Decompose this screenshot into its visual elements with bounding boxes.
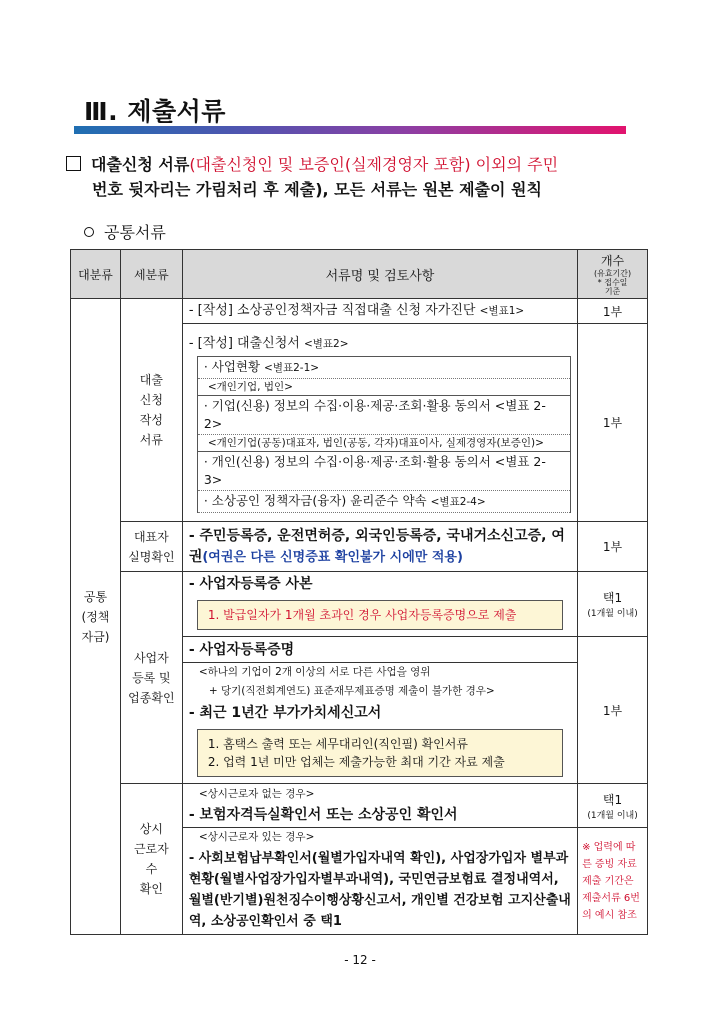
biz-item2-cell: - 사업자등록증명	[182, 637, 577, 663]
section-label: 공통서류	[104, 223, 166, 242]
biz-item3-box: 1. 홈택스 출력 또는 세무대리인(직인필) 확인서류 2. 업력 1년 미만 업체는 제출가능한 최대 기간 자료 제출	[197, 729, 563, 777]
loan-subnote: <개인기업(공동)대표자, 법인(공동, 각자)대표이사, 실제경영자(보증인)>	[198, 435, 570, 452]
notice-text	[66, 152, 666, 202]
header-minor: 세분류	[120, 250, 182, 299]
loan-count: 1부	[578, 324, 648, 522]
biz-item1-cell: - 사업자등록증 사본 1. 발급일자가 1개월 초과인 경우 사업자등록증명으로 제출	[182, 572, 577, 637]
loan-item1-cell: - [작성] 소상공인정책자금 직접대출 신청 자가진단 <별표1>	[182, 299, 577, 324]
emp-item2-cell: <상시근로자 있는 경우> - 사회보험납부확인서(월별가입자내역 확인), 사업장가입자 별부과현황(월별사업장가입자별부과내역), 국민연금보험료 결정내역서, 월별(반기별)원천징수이행상황신고서, 개인별 건강보험 고지산출내역, 소상공인확인서 중 택1	[182, 828, 577, 935]
square-bullet-icon	[66, 156, 81, 171]
biz-item3-cell: <하나의 기업이 2개 이상의 서로 다른 사업을 영위 + 당기(직전회계연도) 표준재무제표증명 제출이 불가한 경우> - 최근 1년간 부가가치세신고서 1. 홈택스 출력 또는 세무대리인(직인필) 확인서류 2. 업력 1년 미만 업체는 제출가능한 최대 기간 자료 제출	[182, 663, 577, 784]
loan-item1-count: 1부	[578, 299, 648, 324]
biz-item1-box: 1. 발급일자가 1개월 초과인 경우 사업자등록증명으로 제출	[197, 600, 563, 630]
loan-subitem: · 개인(신용) 정보의 수집·이용·제공·조회·활용 동의서 <별표 2-3>	[198, 452, 570, 491]
rep-doc-cell: - 주민등록증, 운전면허증, 외국인등록증, 국내거소신고증, 여권(여권은 다른 신명증표 확인불가 시에만 적용)	[182, 522, 577, 572]
page-number: - 12 -	[344, 953, 376, 967]
emp-item1-cell: <상시근로자 없는 경우> - 보험자격득실확인서 또는 소상공인 확인서	[182, 784, 577, 828]
loan-subitems-box	[197, 356, 571, 513]
loan-subitem: · 기업(신용) 정보의 수집·이용·제공·조회·활용 동의서 <별표 2-2>	[198, 396, 570, 435]
emp-category-cell: 상시 근로자 수 확인	[120, 784, 182, 935]
notice-prefix: 대출신청 서류	[91, 155, 190, 174]
page-title: Ⅲ. 제출서류	[84, 97, 226, 126]
biz-category-cell: 사업자 등록 및 업종확인	[120, 572, 182, 784]
biz-item2-count: 1부	[578, 637, 648, 784]
header-count: 개수 (유효기간) * 접수일 기준	[578, 250, 648, 299]
circle-bullet-icon	[84, 227, 94, 237]
major-category-cell: 공통 (정책 자금)	[71, 299, 121, 935]
emp-count2: ※ 업력에 따른 증빙 자료 제출 기간은 제출서류 6번의 예시 참조	[578, 828, 648, 935]
documents-table	[70, 249, 648, 935]
rep-category-cell: 대표자 실명확인	[120, 522, 182, 572]
header-major: 대분류	[71, 250, 121, 299]
emp-count1: 택1 (1개월 이내)	[578, 784, 648, 828]
rep-count: 1부	[578, 522, 648, 572]
loan-subitem: · 사업현황 <별표2-1>	[198, 357, 570, 379]
biz-item1-count: 택1 (1개월 이내)	[578, 572, 648, 637]
section-heading	[84, 220, 166, 243]
header-docs: 서류명 및 검토사항	[182, 250, 577, 299]
loan-subnote: <개인기업, 법인>	[198, 379, 570, 396]
title-gradient-bar	[74, 126, 626, 134]
notice-paren: (대출신청인 및 보증인(실제경영자 포함) 이외의 주민	[189, 155, 559, 174]
loan-category-cell: 대출 신청 작성 서류	[120, 299, 182, 522]
loan-item2-cell: - [작성] 대출신청서 <별표2> · 사업현황 <별표2-1> <개인기업, 법인> · 기업(신용) 정보의 수집·이용·제공·조회·활용 동의서 <별표 2-2> <개인기업(공동)대표자, 법인(공동, 각자)대표이사, 실제경영자(보증인)> · 개인(신용) 정보의 수집·이용·제공·조회·활용 동의서 <별표 2-3> · 소상공인 정책자금(융자) 윤리준수 약속 <별표2-4>	[182, 324, 577, 522]
loan-subitem: · 소상공인 정책자금(융자) 윤리준수 약속 <별표2-4>	[198, 491, 570, 513]
notice-line2: 번호 뒷자리는 가림처리 후 제출), 모든 서류는 원본 제출이 원칙	[92, 180, 542, 199]
